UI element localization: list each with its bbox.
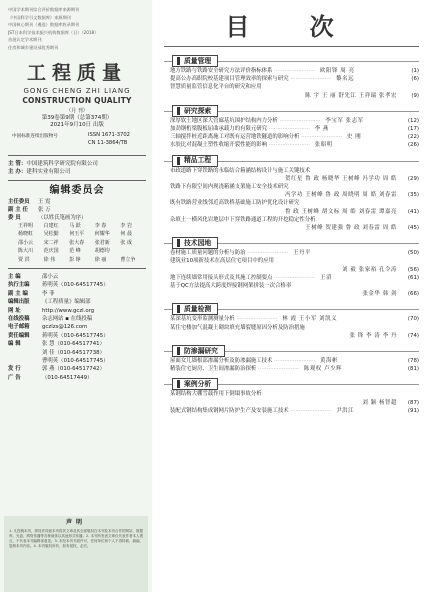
article-title: 既有铁路营业线邻近高铁桥基础施工防护优化设计研究 [170, 200, 300, 207]
toc-section [164, 300, 419, 340]
office-key: 网 址 [8, 307, 21, 314]
board-member: 吴松勤 [43, 231, 59, 238]
article-title: 水胶比对混凝土塑性收缩开裂性能的影响 [170, 142, 268, 149]
article-authors: 林 霞 王小军 刘凯义 [282, 316, 338, 323]
office-value: 杂志网站 ▪ 在线投稿 [42, 316, 93, 322]
journal-pinyin: GONG CHENG ZHI LIANG [23, 87, 131, 96]
article-entry [164, 257, 419, 265]
article-entry [164, 83, 419, 91]
section-marker [177, 107, 180, 115]
board-role-value: 王 霓 [38, 198, 51, 205]
issn-label: 中国标准连续出版物号 [12, 134, 58, 140]
board-member: 马 跃 [69, 222, 81, 229]
toc-section [164, 234, 419, 298]
leader-dots: ························ [267, 142, 312, 149]
article-authors: 王滔 [320, 274, 332, 281]
office-value: 郭 燕（010-64517742） [42, 366, 105, 373]
office-row [8, 290, 146, 298]
article-authors: 张金华 韩 剑 [362, 291, 397, 298]
article-title: 铁路下有限空间内现浇箱涵支架施工安全技术研究 [170, 184, 289, 191]
article-entry [164, 117, 419, 125]
sponsor-key: 主 管： [8, 161, 27, 168]
cn-number: CN 11-3864/TB [88, 140, 128, 147]
article-entry [164, 315, 419, 323]
article-entry [164, 357, 419, 365]
leader-dots: ························ [267, 126, 312, 133]
leader-dots: ························ [277, 117, 323, 124]
article-author-row [164, 92, 419, 100]
office-row [8, 315, 146, 323]
office-value: 李 菲 [42, 290, 55, 297]
index-line: JST日本科学技术振兴机构数据库（日）（2018） [8, 29, 99, 35]
leader-dots: ························ [299, 134, 344, 141]
article-authors: 陈 宇 王 丽 舒先江 王祥瑞 张孝宏 [305, 92, 397, 99]
journal-english-title: CONSTRUCTION QUALITY [22, 96, 132, 106]
board-member: 范 峰 [69, 248, 81, 255]
board-member: 白建红 [43, 222, 59, 229]
leader-dots: ························ [234, 316, 280, 323]
toc-sections [164, 52, 419, 417]
office-value: （010-64517449） [42, 374, 93, 381]
article-author-row [164, 290, 419, 298]
office-value: 邵小云 [42, 273, 59, 280]
article-authors: 欧阳锋 周 亮 [320, 68, 355, 74]
article-page: (91) [407, 407, 419, 414]
section-marker [177, 380, 180, 388]
article-author-row [164, 208, 419, 216]
article-entry [164, 141, 419, 149]
board-members [8, 222, 146, 264]
section-marker [177, 57, 180, 65]
office-row [8, 357, 146, 365]
statement-text: 1. 凡投稿本刊，即视作同意本刊将其文章及其全部版权在本刊及本刊合作的网站、数据库、光盘、网络传播等各种载体以其他形式传播。2. 本刊所发表文章仅代表作者本人观点，不代表本刊编辑部意见。3. 未经本刊书面许可，任何单位和个人不得转载、摘编、复制本刊内容。4. 本刊版权所有，如有侵权，必究。 [9, 528, 143, 548]
section-name: 技术园地 [184, 239, 212, 247]
section-name: 案例分析 [184, 380, 212, 389]
section-heading [172, 303, 218, 315]
article-page: (45) [407, 225, 419, 232]
toc-section [164, 102, 419, 150]
board-role-row [8, 214, 146, 222]
article-title: 市政道路下穿铁路的永临结合箱涵结构设计与施工关键技术 [170, 167, 311, 174]
board-member: 胡德均 [94, 248, 110, 255]
article-page: (35) [407, 192, 419, 199]
article-author-row [164, 332, 419, 340]
article-entry [164, 282, 419, 290]
article-page: (41) [407, 208, 419, 215]
article-page: (29) [407, 175, 419, 182]
index-list [8, 6, 146, 52]
sponsor-value: 中国建筑科学研究院有限公司 [26, 161, 98, 168]
board-member: 徐 伟 [43, 256, 56, 263]
publish-date: 2021年9月10日 出版 [50, 121, 104, 128]
article-authors: 李 燕 [314, 126, 329, 133]
leader-dots: ························ [288, 407, 334, 414]
section-name: 防渗漏研究 [184, 346, 218, 355]
sponsor-row [8, 168, 146, 176]
article-entry [164, 67, 419, 75]
article-authors: 尹洪江 [336, 407, 355, 414]
article-title: 深厚软土地区深大管廊基坑围护结构内力分析 [170, 117, 278, 124]
article-title: 基于QC方法提高大跨度焊接钢网架拼装一次合格率 [170, 283, 292, 290]
article-author-row [164, 175, 419, 183]
divider [8, 155, 146, 156]
article-title: 某深基坑变形监测测量分析 [170, 316, 235, 323]
article-authors: 史 刚 [346, 134, 362, 141]
index-line: 住房和城乡建设部优秀期刊 [8, 44, 59, 50]
frequency: （月 刊） [66, 108, 88, 115]
article-entry [164, 167, 419, 175]
office-key: 编 辑 [8, 341, 21, 348]
index-line: 首批认定学术期刊 [8, 37, 42, 43]
article-page: (61) [407, 274, 419, 281]
article-page: (66) [407, 291, 419, 298]
article-page: (6) [411, 76, 419, 83]
article-entry [164, 199, 419, 207]
office-row [8, 307, 146, 315]
issn-block [8, 131, 146, 151]
statement-title: 声明 [65, 519, 86, 526]
article-title: 提高公办高职院校基建项目管理效率的探索与研究 [170, 76, 289, 83]
board-member: 彭 铮 [69, 256, 81, 263]
board-member: 何玉平 [69, 231, 85, 238]
sponsor-value: 建科实业有限公司 [26, 169, 71, 176]
article-authors: 黄海彬 [320, 358, 338, 365]
office-key: 执行主编 [8, 282, 30, 289]
divider [8, 180, 146, 181]
office-row [8, 298, 146, 306]
volume-issue: 第39卷第9期（总第374期） [41, 114, 113, 121]
office-row [8, 340, 146, 348]
article-page: (1) [411, 68, 419, 74]
toc-section [164, 52, 419, 100]
article-page: (9) [411, 92, 419, 99]
article-title: 建筑业10项新技术在高层住宅项目中的应用 [170, 258, 274, 265]
article-page: (17) [407, 126, 419, 133]
board-member: 杨晓虹 [18, 231, 34, 238]
toc-section [164, 375, 419, 415]
board-role-row [8, 198, 146, 206]
article-author-row [164, 191, 419, 199]
index-line: 《中国科学引文数据库》来源期刊 [8, 14, 71, 20]
section-heading [172, 237, 218, 249]
office-value: 曹明英（010-64517745） [42, 358, 109, 365]
article-authors: 张昭明 [314, 142, 333, 149]
article-entry [164, 216, 419, 224]
journal-title: 工程质量 [26, 61, 127, 84]
office-row [8, 365, 146, 373]
board-role-row [8, 206, 146, 214]
board-member: 贾 洪 [18, 256, 30, 263]
board-member: 曹立争 [120, 256, 136, 263]
toc-section [164, 342, 419, 373]
article-title: 地方铁路与铁路安全研究方法评价指标体系 [170, 68, 273, 74]
board-member: 范庆国 [43, 248, 59, 255]
office-row [8, 281, 146, 289]
board-member: 邵小云 [18, 239, 34, 246]
office-key: 电子邮箱 [8, 324, 30, 331]
article-author-row [164, 266, 419, 274]
article-authors: 鲁 政 王树峰 胡文标 周 皓 刘春雷 谭嘉亮 [284, 208, 397, 215]
masthead-column [0, 0, 152, 592]
section-marker [177, 305, 180, 313]
board-role-key: 副 主 任 [8, 206, 28, 213]
section-heading [172, 55, 218, 67]
issn: ISSN 1671-3702 [88, 132, 130, 139]
index-line: 中国核心期刊（遴选）数据库收录期刊 [8, 22, 80, 28]
article-title: 杂填土一横风化岩地层中下穿铁路通道工程的开挖稳定性分析 [170, 216, 316, 223]
office-key: 广 告 [8, 374, 21, 381]
office-key: 责任编辑 [8, 332, 30, 339]
article-authors: 陈观权 卢少辉 [303, 366, 343, 373]
statement-box [4, 516, 148, 592]
board-member: 何 晨 [120, 231, 132, 238]
article-entry [164, 133, 419, 141]
editorial-board-heading: 编辑委员会 [49, 185, 105, 197]
article-title: 三轴搅拌桩近距离施工对既有运营地铁隧道的影响分析 [170, 134, 300, 141]
article-title: 精装住宅厨房、卫生间渗漏防治探析 [170, 366, 257, 373]
article-authors: 王树峰 贺建强 鲁 政 刘春雷 周 皓 [305, 225, 397, 232]
article-authors: 贺红星 鲁 政 杨晓华 王树峰 冯学功 周 皓 [284, 175, 397, 182]
leader-dots: ························ [288, 76, 334, 83]
office-row [8, 374, 146, 382]
office-key: 发 行 [8, 366, 21, 373]
article-authors: 王丹平 [293, 250, 312, 257]
office-value: http://www.gczl.org [42, 307, 95, 314]
article-authors: 冯学功 王树峰 鲁 政 周晓明 周 皓 刘春雷 [284, 192, 397, 199]
section-name: 研究探索 [184, 106, 212, 115]
section-name: 质量管理 [184, 56, 212, 65]
article-page: (87) [407, 399, 419, 406]
leader-dots: ························ [272, 358, 317, 365]
article-page: (74) [407, 332, 419, 339]
board-member: 王祥明 [18, 222, 34, 229]
article-authors: 黎名远 [336, 76, 355, 83]
board-member: 李 岩 [120, 222, 132, 229]
article-page: (70) [407, 316, 419, 323]
leader-dots: ························ [245, 250, 291, 257]
section-marker [177, 157, 180, 165]
article-authors: 刘 颖 杨智超 [362, 399, 397, 406]
toc-column [158, 0, 427, 592]
leader-dots: ························ [256, 366, 301, 373]
article-page: (78) [407, 358, 419, 365]
board-role-key: 委 员 [8, 214, 21, 221]
office-row [8, 323, 146, 331]
board-member [120, 247, 146, 255]
section-name: 质量检测 [184, 305, 212, 314]
section-name: 精品工程 [184, 156, 212, 165]
office-key: 编辑出版 [8, 299, 30, 306]
article-title: 某住宅楼加气混凝土砌块填充墙裂缝原因分析及防治措施 [170, 324, 305, 331]
board-roles [8, 198, 146, 222]
board-member: 陈大川 [18, 248, 34, 255]
article-entry [164, 324, 419, 332]
article-entry [164, 75, 419, 83]
office-value: 蒋明英（010-64517745） [42, 332, 109, 339]
article-page: (12) [407, 117, 419, 124]
article-entry [164, 249, 419, 257]
office-value: 《工程质量》编辑部 [42, 299, 91, 306]
leader-dots: ························ [272, 274, 317, 281]
section-heading [172, 378, 218, 390]
office-value: 蒋明英（010-64517745） [42, 282, 109, 289]
article-authors: 刘 毅 张家裕 孔令涛 [342, 266, 397, 273]
article-entry [164, 125, 419, 133]
article-entry [164, 365, 419, 373]
article-authors: 李宝军 张志军 [325, 117, 364, 124]
sponsor-list [8, 160, 146, 176]
office-row [8, 349, 146, 357]
article-title: 加劲钢桁梁腹板屈曲承载力的有限元研究 [170, 126, 268, 133]
office-value: 张 慧（010-64517741） [42, 341, 105, 348]
article-entry [164, 407, 419, 415]
board-role-key: 主任委员 [8, 198, 30, 205]
article-page: (50) [407, 250, 419, 257]
article-title: 智慧质量监管信息化平台的研究和应用 [170, 84, 262, 91]
office-key: 副 主 编 [8, 290, 28, 297]
board-member: 宋二祥 [43, 239, 59, 246]
office-value: 刘 佳（010-64517738） [42, 349, 105, 356]
office-value: gczlzs@126.com [42, 324, 88, 331]
board-member: 张君新 [94, 239, 110, 246]
board-member: 李 春 [94, 222, 107, 229]
section-heading [172, 155, 218, 167]
article-page: (56) [407, 266, 419, 273]
section-heading [172, 345, 225, 357]
board-role-value: （以姓氏笔画为序） [38, 214, 87, 221]
section-marker [177, 239, 180, 247]
article-author-row [164, 224, 419, 232]
article-title: 屋面女儿墙根部渗漏分析及防渗漏施工技术 [170, 358, 273, 365]
article-title: 某钢结构大棚雪载作用下倒塌事故分析 [170, 391, 262, 398]
board-member: 徐 丽 [94, 256, 107, 263]
editorial-office [8, 273, 146, 382]
index-line: 中国学术期刊综合评价数据库来源期刊 [8, 7, 80, 12]
article-authors: 张 锋 李 涛 李 丹 [349, 332, 397, 339]
office-key: 在线投稿 [8, 316, 30, 322]
leader-dots: ························ [272, 68, 317, 74]
article-page: (81) [407, 366, 419, 373]
toc-title: 目 次 [225, 12, 360, 41]
office-row [8, 332, 146, 340]
article-entry [164, 183, 419, 191]
sponsor-key: 主 办： [8, 169, 27, 176]
office-row [8, 273, 146, 281]
divider [8, 268, 146, 269]
article-author-row [164, 399, 419, 407]
office-key: 主 编 [8, 273, 21, 280]
divider [164, 46, 419, 47]
article-page: (26) [407, 142, 419, 149]
article-title: 装配式钢结构集成钢网片防护生产及安装施工技术 [170, 407, 289, 414]
board-member: 何耀华 [94, 231, 110, 238]
board-member: 张 成 [120, 239, 132, 246]
article-entry [164, 274, 419, 282]
article-page: (22) [407, 134, 419, 141]
toc-section [164, 152, 419, 233]
article-title: 地下连续墙常用接头形式及其施工控制要点 [170, 274, 273, 281]
article-entry [164, 390, 419, 398]
sponsor-row [8, 160, 146, 168]
board-role-value: 张 万 [38, 206, 51, 213]
section-heading [172, 105, 218, 117]
board-member: 张大春 [69, 239, 85, 246]
section-marker [177, 347, 180, 355]
article-title: 卷材施工质量问题的分析与防治 [170, 250, 246, 257]
